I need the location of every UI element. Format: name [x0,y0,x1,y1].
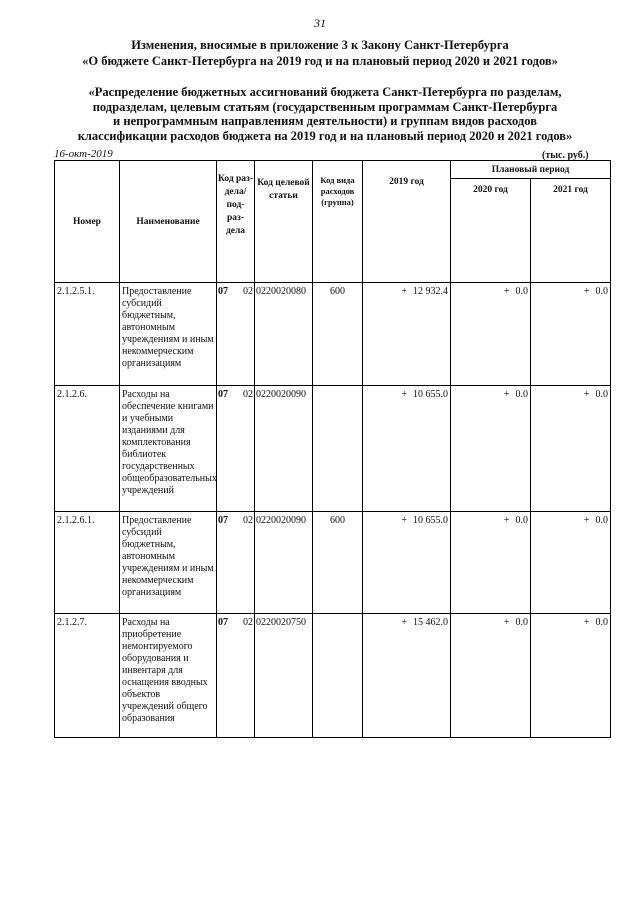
plus-sign: + [583,389,590,400]
units-label: (тыс. руб.) [542,150,589,161]
header-number: Номер [55,161,120,283]
page-number: 31 [314,16,326,30]
row-2019-value: 12 932.4 [413,286,448,297]
row-vr: 600 [313,283,363,386]
row-razdel-code: 07 [218,515,228,526]
row-number: 2.1.2.7. [55,614,120,738]
row-razdel-code: 07 [218,286,228,297]
table-row [55,512,611,614]
subtitle-line-1: «Распределение бюджетных ассигнований бюджета Санкт-Петербурга по разделам, [88,85,562,99]
header-2020: 2020 год [451,179,531,283]
row-2021-value: 0.0 [595,617,608,628]
row-2019-value: 10 655.0 [413,389,448,400]
row-vr: 600 [313,512,363,614]
row-number: 2.1.2.6.1. [55,512,120,614]
row-name: Предоставление субсидий бюджетным, автономным учреждениям и иным некоммерческим организациям [120,512,217,614]
header-2019: 2019 год [363,161,451,283]
row-podrazdel: 02 [243,617,253,628]
row-2020 [451,614,531,738]
plus-sign: + [583,515,590,526]
row-razdel [217,614,255,738]
table-row [55,283,611,386]
plus-sign: + [503,286,510,297]
row-podrazdel: 02 [243,286,253,297]
plus-sign: + [401,515,407,526]
header-2021: 2021 год [531,179,611,283]
budget-table [54,160,611,738]
row-razdel [217,386,255,512]
row-number: 2.1.2.6. [55,386,120,512]
subtitle-line-4: классификации расходов бюджета на 2019 год и на плановый период 2020 и 2021 годов» [77,128,573,143]
row-2020 [451,283,531,386]
row-2021-value: 0.0 [595,286,608,297]
row-number: 2.1.2.5.1. [55,283,120,386]
row-2019-value: 10 655.0 [413,515,448,526]
row-2019 [363,614,451,738]
row-razdel [217,283,255,386]
header-razdel: Код раз- дела/ под- раз- дела [217,161,255,283]
row-2019 [363,386,451,512]
header-csr: Код целевой статьи [255,161,313,283]
row-razdel-code: 07 [218,617,228,628]
header-planned-period: Плановый период [451,161,611,179]
row-vr [313,614,363,738]
table-row [55,614,611,738]
row-csr: 0220020080 [255,283,313,386]
row-name: Расходы на обеспечение книгами и учебными изданиями для комплектования библиотек государственных общеобразовательных учреждений [120,386,217,512]
row-2019-value: 15 462.0 [413,617,448,628]
row-2019 [363,283,451,386]
row-2019 [363,512,451,614]
row-2020 [451,512,531,614]
row-csr: 0220020090 [255,512,313,614]
row-2020 [451,386,531,512]
row-2020-value: 0.0 [515,515,528,526]
subtitle-line-3: и непрограммным направлениям деятельности) и группам видов расходов [113,114,537,128]
header-name: Наименование [120,161,217,283]
plus-sign: + [583,617,590,628]
row-2021 [531,386,611,512]
table-row [55,386,611,512]
row-name: Расходы на приобретение немонтируемого оборудования и инвентаря для оснащения вводных объектов учреждений общего образования [120,614,217,738]
row-2020-value: 0.0 [515,286,528,297]
row-2021 [531,283,611,386]
row-2021-value: 0.0 [595,389,608,400]
row-razdel [217,512,255,614]
row-2020-value: 0.0 [515,617,528,628]
plus-sign: + [401,389,407,400]
plus-sign: + [583,286,590,297]
row-podrazdel: 02 [243,389,253,400]
plus-sign: + [503,617,510,628]
title-line-2: «О бюджете Санкт-Петербурга на 2019 год и на плановый период 2020 и 2021 годов» [82,54,558,68]
document-subtitle [40,85,610,143]
plus-sign: + [503,515,510,526]
subtitle-line-2: подразделам, целевым статьям (государственным программам Санкт-Петербурга [92,99,558,114]
row-2020-value: 0.0 [515,389,528,400]
plus-sign: + [401,617,407,628]
document-date: 16-окт-2019 [54,148,113,160]
plus-sign: + [503,389,510,400]
row-razdel-code: 07 [218,389,228,400]
row-csr: 0220020090 [255,386,313,512]
row-csr: 0220020750 [255,614,313,738]
document-title [40,37,600,69]
row-2021-value: 0.0 [595,515,608,526]
row-2021 [531,512,611,614]
title-line-1: Изменения, вносимые в приложение 3 к Закону Санкт-Петербурга [131,38,509,52]
row-2021 [531,614,611,738]
row-vr [313,386,363,512]
header-vr: Код вида расходов (группа) [313,161,363,283]
row-name: Предоставление субсидий бюджетным, автономным учреждениям и иным некоммерческим организациям [120,283,217,386]
row-podrazdel: 02 [243,515,253,526]
plus-sign: + [401,286,407,297]
